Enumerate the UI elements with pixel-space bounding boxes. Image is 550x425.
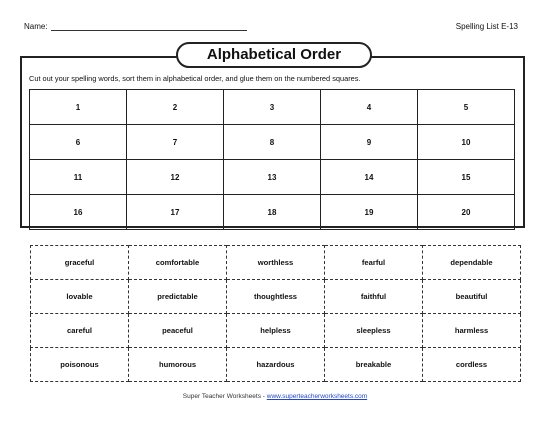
number-square[interactable]: 10 [418, 125, 515, 160]
numbered-squares-grid [29, 89, 515, 230]
page-footer [0, 393, 550, 400]
word-card[interactable]: sleepless [325, 314, 423, 348]
number-square[interactable]: 15 [418, 160, 515, 195]
number-square[interactable]: 1 [30, 90, 127, 125]
spelling-list-id: Spelling List E-13 [455, 22, 518, 31]
number-square[interactable]: 19 [321, 195, 418, 230]
number-square[interactable]: 13 [224, 160, 321, 195]
instructions-text: Cut out your spelling words, sort them in alphabetical order, and glue them on the numbered squares. [29, 74, 361, 83]
page-title: Alphabetical Order [176, 42, 372, 68]
number-row [30, 195, 515, 230]
number-square[interactable]: 16 [30, 195, 127, 230]
word-row [31, 280, 521, 314]
number-square[interactable]: 9 [321, 125, 418, 160]
number-square[interactable]: 5 [418, 90, 515, 125]
word-card[interactable]: graceful [31, 246, 129, 280]
word-card[interactable]: hazardous [227, 348, 325, 382]
number-square[interactable]: 11 [30, 160, 127, 195]
number-square[interactable]: 18 [224, 195, 321, 230]
word-card[interactable]: beautiful [423, 280, 521, 314]
word-card[interactable]: breakable [325, 348, 423, 382]
word-card[interactable]: harmless [423, 314, 521, 348]
word-card[interactable]: peaceful [129, 314, 227, 348]
name-label: Name: [24, 22, 48, 31]
word-card[interactable]: predictable [129, 280, 227, 314]
name-blank-line[interactable] [51, 22, 247, 31]
word-card[interactable]: lovable [31, 280, 129, 314]
cutout-words-grid [30, 245, 521, 382]
number-square[interactable]: 4 [321, 90, 418, 125]
word-row [31, 246, 521, 280]
word-card[interactable]: comfortable [129, 246, 227, 280]
number-square[interactable]: 17 [127, 195, 224, 230]
number-square[interactable]: 3 [224, 90, 321, 125]
word-card[interactable]: worthless [227, 246, 325, 280]
footer-website-link[interactable]: www.superteacherworksheets.com [266, 393, 368, 400]
number-square[interactable]: 8 [224, 125, 321, 160]
word-card[interactable]: dependable [423, 246, 521, 280]
word-card[interactable]: careful [31, 314, 129, 348]
number-row [30, 90, 515, 125]
number-square[interactable]: 14 [321, 160, 418, 195]
name-field [24, 22, 247, 31]
number-square[interactable]: 7 [127, 125, 224, 160]
word-card[interactable]: fearful [325, 246, 423, 280]
number-square[interactable]: 20 [418, 195, 515, 230]
word-card[interactable]: helpless [227, 314, 325, 348]
word-row [31, 314, 521, 348]
number-square[interactable]: 12 [127, 160, 224, 195]
word-card[interactable]: cordless [423, 348, 521, 382]
word-card[interactable]: humorous [129, 348, 227, 382]
number-square[interactable]: 6 [30, 125, 127, 160]
number-square[interactable]: 2 [127, 90, 224, 125]
number-row [30, 160, 515, 195]
number-row [30, 125, 515, 160]
word-row [31, 348, 521, 382]
word-card[interactable]: thoughtless [227, 280, 325, 314]
word-card[interactable]: poisonous [31, 348, 129, 382]
footer-text: Super Teacher Worksheets - [182, 393, 267, 400]
word-card[interactable]: faithful [325, 280, 423, 314]
